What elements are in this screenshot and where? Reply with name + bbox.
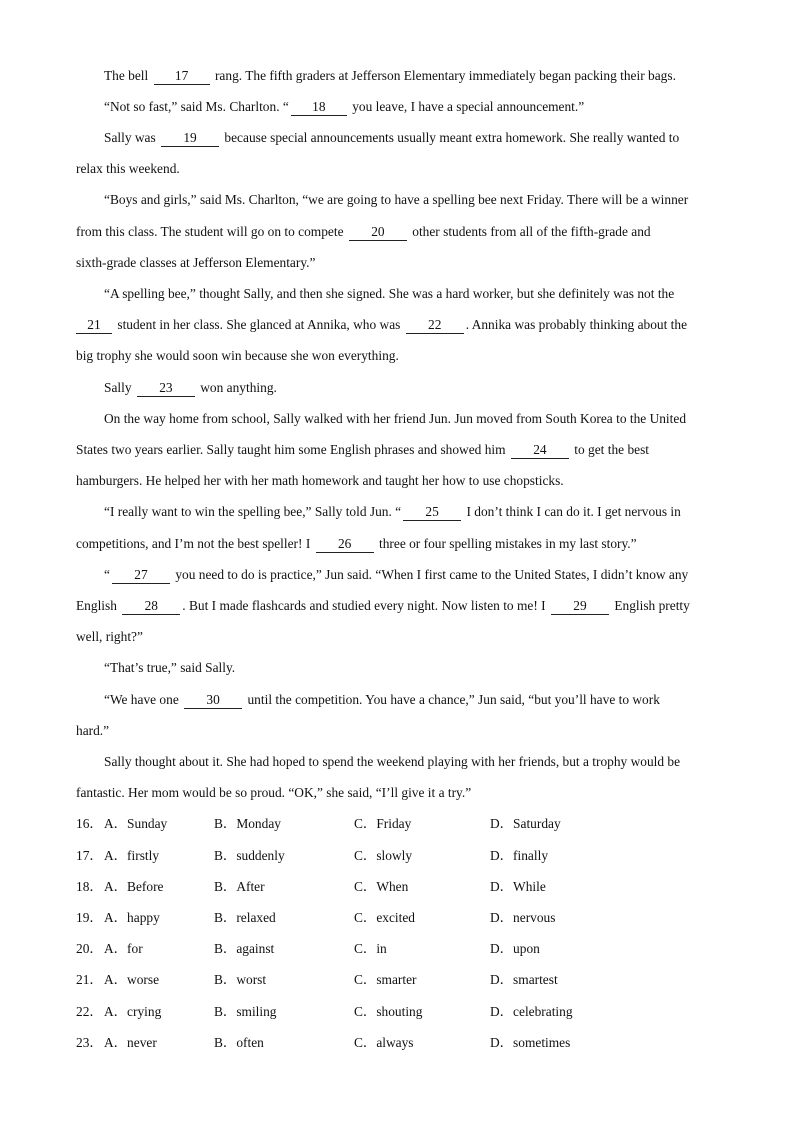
option-b[interactable]: B．Monday [214,816,281,831]
option-b[interactable]: B．After [214,879,265,894]
question-16 [76,814,561,834]
blank-28: 28 [122,598,180,615]
option-d[interactable]: D．celebrating [490,1004,573,1019]
option-a[interactable]: A．never [104,1035,157,1050]
blank-22: 22 [406,317,464,334]
passage-line: “Boys and girls,” said Ms. Charlton, “we are going to have a spelling bee next Friday. There will be a winner [104,192,689,207]
question-number: 23． [76,1035,103,1050]
passage-line: States two years earlier. Sally taught him some English phrases and showed him 24 to get the best [76,442,650,457]
question-17 [76,846,549,866]
option-c[interactable]: C．slowly [354,848,413,863]
option-c[interactable]: C．excited [354,910,415,925]
option-c[interactable]: C．shouting [354,1004,423,1019]
blank-25: 25 [403,504,461,521]
passage-line: “Not so fast,” said Ms. Charlton. “ 18 you leave, I have a special announcement.” [104,99,585,114]
passage-line: well, right?” [76,629,143,644]
option-a[interactable]: A．worse [104,972,160,987]
option-b[interactable]: B．smiling [214,1004,277,1019]
passage-line: fantastic. Her mom would be so proud. “OK,” she said, “I’ll give it a try.” [76,785,472,800]
option-a[interactable]: A．Before [104,879,164,894]
question-22 [76,1002,573,1022]
question-number: 20． [76,941,103,956]
passage-line: “We have one 30 until the competition. You have a chance,” Jun said, “but you’ll have to work [104,692,660,707]
blank-24: 24 [511,442,569,459]
blank-18: 18 [291,99,347,116]
option-d[interactable]: D．Saturday [490,816,561,831]
passage-line: “A spelling bee,” thought Sally, and then she signed. She was a hard worker, but she definitely was not the [104,286,675,301]
question-23 [76,1033,571,1053]
option-d[interactable]: D．upon [490,941,540,956]
option-c[interactable]: C．in [354,941,387,956]
passage-line: 21 student in her class. She glanced at Annika, who was 22 . Annika was probably thinking about the [76,315,718,335]
blank-17: 17 [154,68,210,85]
option-d[interactable]: D．sometimes [490,1035,571,1050]
blank-23: 23 [137,380,195,397]
blank-19: 19 [161,130,219,147]
passage-line: big trophy she would soon win because she won everything. [76,348,399,363]
option-a[interactable]: A．happy [104,910,160,925]
option-b[interactable]: B．suddenly [214,848,285,863]
blank-20: 20 [349,224,407,241]
option-d[interactable]: D．smartest [490,972,558,987]
passage-line: “That’s true,” said Sally. [104,660,236,675]
passage-line: Sally thought about it. She had hoped to spend the weekend playing with her friends, but a trophy would be [104,754,681,769]
passage-line: competitions, and I’m not the best speller! I 26 three or four spelling mistakes in my last story.” [76,536,637,551]
passage-line: sixth-grade classes at Jefferson Elementary.” [76,255,316,270]
option-c[interactable]: C．When [354,879,409,894]
option-d[interactable]: D．nervous [490,910,556,925]
blank-30: 30 [184,692,242,709]
question-number: 18． [76,879,103,894]
option-a[interactable]: A．crying [104,1004,162,1019]
option-a[interactable]: A．for [104,941,143,956]
blank-26: 26 [316,536,374,553]
blank-27: 27 [112,567,170,584]
option-c[interactable]: C．always [354,1035,414,1050]
blank-21: 21 [76,317,112,334]
option-d[interactable]: D．finally [490,848,549,863]
passage-line: hamburgers. He helped her with her math homework and taught her how to use chopsticks. [76,473,564,488]
option-b[interactable]: B．against [214,941,275,956]
passage-line: The bell 17 rang. The fifth graders at Jefferson Elementary immediately began packing their bags. [104,68,676,83]
option-b[interactable]: B．often [214,1035,264,1050]
question-number: 17． [76,848,103,863]
passage-line: “ 27 you need to do is practice,” Jun said. “When I first came to the United States, I didn’t know any [104,567,689,582]
question-number: 22． [76,1004,103,1019]
option-c[interactable]: C．smarter [354,972,417,987]
passage-line: from this class. The student will go on to compete 20 other students from all of the fifth-grade and [76,224,651,239]
option-c[interactable]: C．Friday [354,816,412,831]
question-number: 21． [76,972,103,987]
passage-line: English 28 . But I made flashcards and studied every night. Now listen to me! I 29 English pretty [76,598,690,613]
passage-line: “I really want to win the spelling bee,” Sally told Jun. “ 25 I don’t think I can do it. I get nervous in [104,504,681,519]
passage-line: Sally was 19 because special announcements usually meant extra homework. She really wanted to [104,130,680,145]
question-number: 19． [76,910,103,925]
question-19 [76,908,556,928]
question-18 [76,877,546,897]
question-20 [76,939,540,959]
option-b[interactable]: B．relaxed [214,910,276,925]
option-b[interactable]: B．worst [214,972,267,987]
option-a[interactable]: A．firstly [104,848,160,863]
passage-line: hard.” [76,723,110,738]
blank-29: 29 [551,598,609,615]
option-a[interactable]: A．Sunday [104,816,168,831]
passage-line: On the way home from school, Sally walked with her friend Jun. Jun moved from South Korea to the United [104,411,687,426]
question-21 [76,970,558,990]
option-d[interactable]: D．While [490,879,546,894]
passage-line: relax this weekend. [76,161,180,176]
passage-line: Sally 23 won anything. [104,380,277,395]
question-number: 16． [76,816,103,831]
